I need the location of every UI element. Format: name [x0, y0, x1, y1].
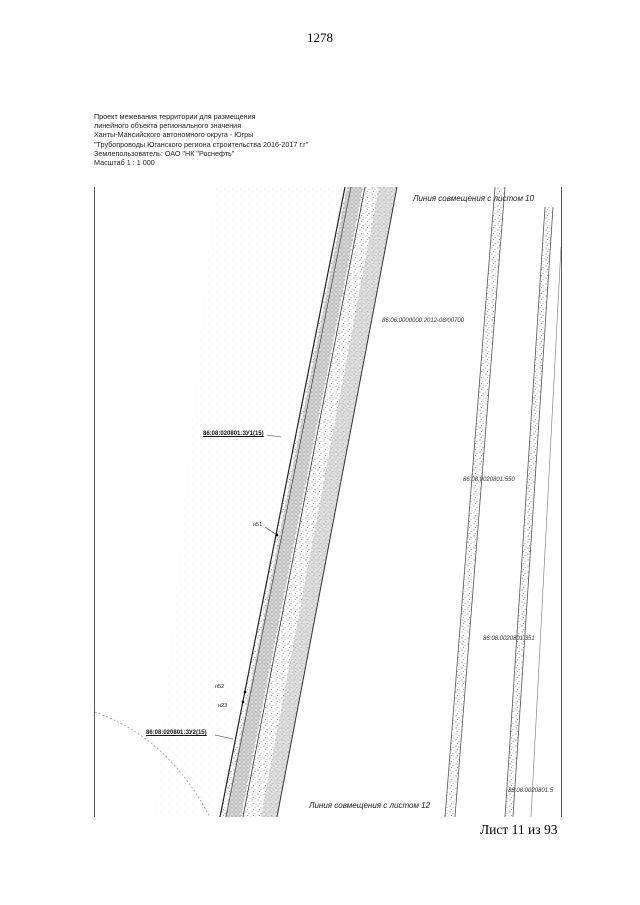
cadastral-boundary-line: [455, 187, 505, 817]
point-label: н23: [218, 703, 228, 709]
point-label: н52: [215, 684, 225, 690]
map-frame: [94, 187, 562, 817]
document-header: [94, 112, 308, 167]
combine-line-label-top: Линия совмещения с листом 10: [413, 194, 535, 203]
parcel-label: 86:08:020801:ЗУ1(15): [203, 431, 264, 437]
boundary-point: [244, 691, 247, 694]
cadastral-boundary-line: [505, 207, 545, 817]
cadastral-boundary-line: [445, 187, 495, 817]
header-line: линейного объекта регионального значения: [94, 121, 242, 131]
cadastral-label: 86:08:0020801:351: [483, 636, 535, 642]
header-line: "Трубопроводы Юганского региона строительства 2016-2017 г.г": [94, 139, 309, 149]
header-line: Проект межевания территории для размещения: [94, 112, 256, 121]
cadastral-label: 86:08:0020801:550: [463, 477, 515, 483]
combine-line-label-bottom: Линия совмещения с листом 12: [309, 801, 431, 810]
cadastral-strip: [445, 187, 505, 817]
header-line: Землепользователь: ОАО "НК "Роснефть": [94, 148, 235, 158]
header-line: Масштаб 1 : 1 000: [94, 158, 155, 168]
sheet-footer: Лист 11 из 93: [480, 822, 558, 837]
cadastral-boundary-line: [531, 247, 561, 817]
page-number: 1278: [307, 30, 333, 45]
cadastral-label: 86:06:0000000:2012-08/00700: [382, 318, 465, 324]
boundary-point: [276, 534, 279, 537]
cadastral-label: 86:08:0020801:5: [508, 788, 554, 794]
parcel-label: 86:08:020801:ЗУ2(15): [146, 730, 207, 736]
map-drawing: [95, 187, 561, 817]
point-label: н51: [253, 522, 263, 528]
cadastral-strip: [505, 207, 553, 817]
boundary-point: [242, 701, 245, 704]
header-line: Ханты-Мансийского автономного округа - Югры: [94, 130, 254, 140]
